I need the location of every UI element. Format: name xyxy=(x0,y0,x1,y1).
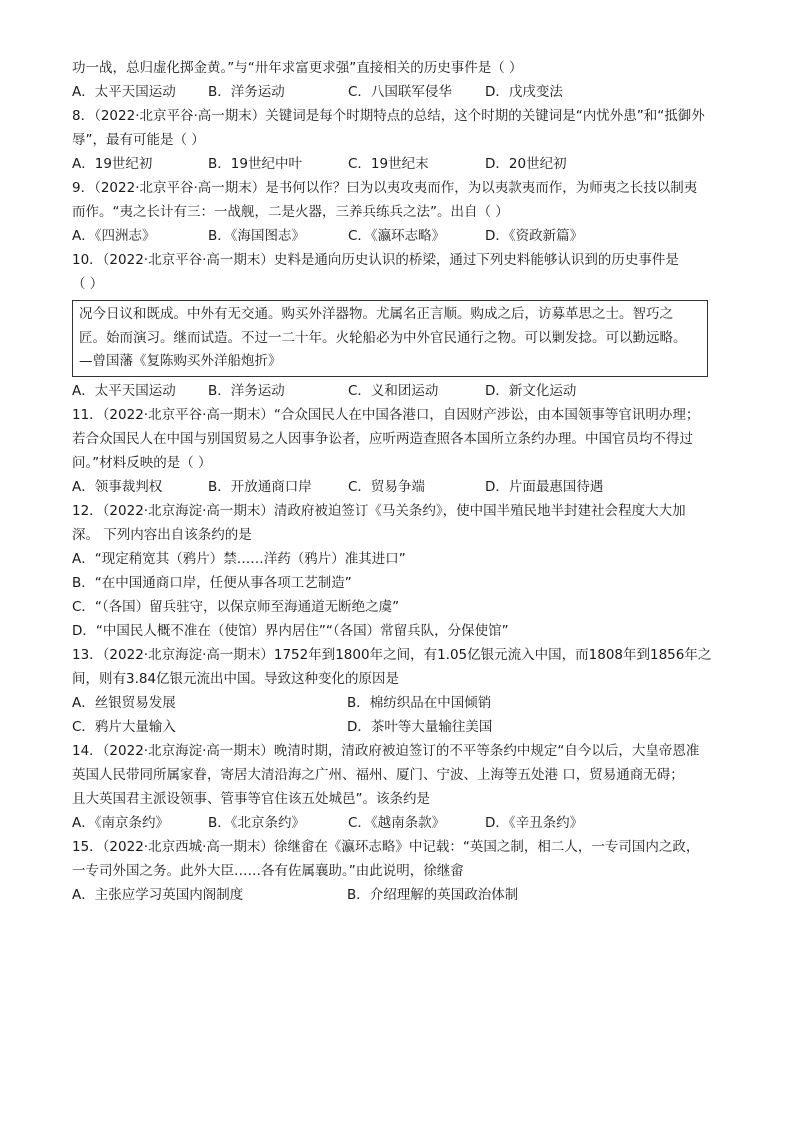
exam-page xyxy=(72,56,722,907)
q12-option-c[interactable]: C．“（各国）留兵驻守，以保京师至海通道无断绝之虞” xyxy=(72,598,400,615)
q10-option-c[interactable]: C．义和团运动 xyxy=(348,382,439,399)
q10-option-a[interactable]: A．太平天国运动 xyxy=(72,382,176,399)
q10-source-line-2: 匠。始而演习。继而试造。不过一二十年。火轮船必为中外官民通行之物。可以剿发捻。可以勤远略。 xyxy=(79,329,687,346)
q9-option-d[interactable]: D．《资政新篇》 xyxy=(485,228,584,244)
q11-option-a[interactable]: A．领事裁判权 xyxy=(72,478,163,495)
q10-source-box xyxy=(72,300,708,377)
q15-stem-line-1: 15．（2022·北京西城·高一期末）徐继畲在《瀛环志略》中记载：“英国之制，相二人，一专司国内之政， xyxy=(72,838,700,855)
q11-option-b[interactable]: B．开放通商口岸 xyxy=(208,478,312,495)
q13-option-b[interactable]: B．棉纺织品在中国倾销 xyxy=(347,694,492,711)
q7-options xyxy=(72,80,722,104)
q13-stem-line-1: 13．（2022·北京海淀·高一期末）1752年到1800年之间，有1.05亿银元流入中国，而1808年到1856年之 xyxy=(72,646,712,663)
q11-stem-line-1: 11．（2022·北京平谷·高一期末）“合众国民人在中国各港口，自因财产涉讼，由本国领事等官讯明办理； xyxy=(72,406,700,423)
q8-stem-line-1: 8．（2022·北京平谷·高一期末）关键词是每个时期特点的总结，这个时期的关键词是“内忧外患”和“抵御外 xyxy=(72,108,705,124)
q15-option-b[interactable]: B．介绍理解的英国政治体制 xyxy=(347,886,519,903)
q7-option-a[interactable]: A．太平天国运动 xyxy=(72,84,176,100)
q9-option-c[interactable]: C．《瀛环志略》 xyxy=(348,228,446,244)
q8-option-a[interactable]: A．19世纪初 xyxy=(72,156,153,172)
q12-stem-line-1: 12．（2022·北京海淀·高一期末）清政府被迫签订《马关条约》，使中国半殖民地半封建社会程度大大加 xyxy=(72,502,686,519)
q9-option-a[interactable]: A．《四洲志》 xyxy=(72,228,156,244)
q14-option-b[interactable]: B．《北京条约》 xyxy=(208,814,306,831)
q8-option-b[interactable]: B．19世纪中叶 xyxy=(208,156,302,172)
q13-option-c[interactable]: C．鸦片大量输入 xyxy=(72,718,176,735)
q11-stem-line-2: 若合众国民人在中国与别国贸易之人因事争讼者，应听两造查照各本国所立条约办理。中国官员均不得过 xyxy=(72,430,693,447)
q13-stem-line-2: 间，则有3.84亿银元流出中国。导致这种变化的原因是 xyxy=(72,670,400,687)
q7-option-c[interactable]: C．八国联军侵华 xyxy=(348,84,452,100)
q14-stem-line-3: 且大英国君主派设领事、管事等官住该五处城邑”。该条约是 xyxy=(72,790,430,807)
q13-options-row-2 xyxy=(72,715,722,739)
q7-option-b[interactable]: B．洋务运动 xyxy=(208,84,285,100)
q14-stem-line-1: 14．（2022·北京海淀·高一期末）晚清时期，清政府被迫签订的不平等条约中规定“自今以后，大皇帝恩准 xyxy=(72,742,700,759)
q15-options-row-1 xyxy=(72,883,722,907)
q14-option-a[interactable]: A．《南京条约》 xyxy=(72,814,169,831)
q13-options-row-1 xyxy=(72,691,722,715)
q14-option-d[interactable]: D．《辛丑条约》 xyxy=(485,814,584,831)
q12-option-b[interactable]: B．“在中国通商口岸，任便从事各项工艺制造” xyxy=(72,574,352,591)
q8-stem-line-2: 辱”，最有可能是（ ） xyxy=(72,132,205,148)
q10-options xyxy=(72,379,722,403)
q11-options xyxy=(72,475,722,499)
q7-option-d[interactable]: D．戊戌变法 xyxy=(485,84,563,100)
q14-option-c[interactable]: C．《越南条款》 xyxy=(348,814,446,831)
q10-source-line-1: 况今日议和既成。中外有无交通。购买外洋器物。尤属名正言顺。购成之后，访募革思之士。智巧之 xyxy=(79,306,673,322)
q14-options xyxy=(72,811,722,835)
q13-option-d[interactable]: D．茶叶等大量输往美国 xyxy=(347,718,493,735)
q12-option-a[interactable]: A．“现定稍宽其（鸦片）禁……洋药（鸦片）准其进口” xyxy=(72,550,406,567)
q13-option-a[interactable]: A．丝银贸易发展 xyxy=(72,694,176,711)
q15-option-a[interactable]: A．主张应学习英国内阁制度 xyxy=(72,886,244,903)
q9-stem-line-2: 而作。“夷之长计有三：一战舰，二是火器，三养兵练兵之法”。出自（ ） xyxy=(72,204,509,220)
q8-options xyxy=(72,152,722,176)
q10-stem-line-1: 10．（2022·北京平谷·高一期末）史料是通向历史认识的桥梁，通过下列史料能够认识到的历史事件是 xyxy=(72,252,679,268)
q11-option-d[interactable]: D．片面最惠国待遇 xyxy=(485,478,604,495)
q12-stem-line-2: 深。 下列内容出自该条约的是 xyxy=(72,526,252,543)
q11-stem-line-3: 问。”材料反映的是（ ） xyxy=(72,454,212,471)
q7-stem-continuation: 功一战，总归虚化掷金黄。”与“卅年求富更求强”直接相关的历史事件是（ ） xyxy=(72,60,523,76)
q9-options xyxy=(72,224,722,248)
q11-option-c[interactable]: C．贸易争端 xyxy=(348,478,425,495)
q9-option-b[interactable]: B．《海国图志》 xyxy=(208,228,306,244)
q8-option-c[interactable]: C．19世纪末 xyxy=(348,156,429,172)
q14-stem-line-2: 英国人民带同所属家眷，寄居大清沿海之广州、福州、厦门、宁波、上海等五处港 口，贸易通商无碍； xyxy=(72,766,684,783)
q10-source-attribution: —曾国藩《复陈购买外洋船炮折》 xyxy=(79,353,282,369)
q10-option-d[interactable]: D．新文化运动 xyxy=(485,382,577,399)
q12-option-d[interactable]: D．“中国民人概不准在（使馆）界内居住”“（各国）常留兵队，分保使馆” xyxy=(72,622,509,639)
q15-stem-line-2: 一专司外国之务。此外大臣……各有佐属襄助。”由此说明，徐继畲 xyxy=(72,862,464,879)
q10-option-b[interactable]: B．洋务运动 xyxy=(208,382,285,399)
q9-stem-line-1: 9．（2022·北京平谷·高一期末）是书何以作？曰为以夷攻夷而作，为以夷款夷而作，为师夷之长技以制夷 xyxy=(72,180,698,196)
q10-stem-line-2: （ ） xyxy=(72,276,104,292)
q8-option-d[interactable]: D．20世纪初 xyxy=(485,156,567,172)
